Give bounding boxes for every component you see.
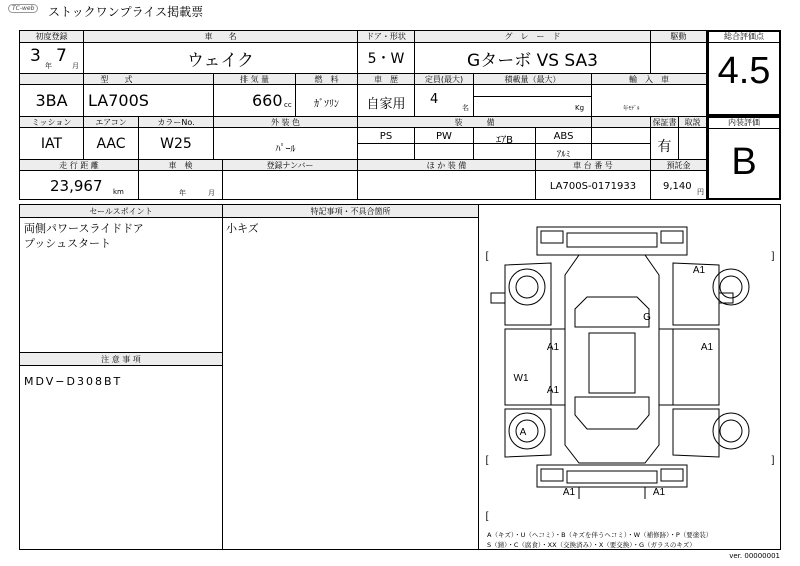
mileage-label: 走 行 距 離 <box>59 161 99 170</box>
equip-pw: PW <box>436 131 452 142</box>
equipment-label: 装 備 <box>454 118 495 127</box>
special-notes-label: 特記事項・不具合箇所 <box>310 207 391 216</box>
aircon: AAC <box>96 136 126 152</box>
mark-w1: W1 <box>513 373 529 384</box>
bracket-left-legend: [ <box>485 511 489 522</box>
chassis-label: 車 台 番 号 <box>573 161 613 170</box>
chassis-number: LA700S-0171933 <box>549 181 637 192</box>
price-label: 預託金 <box>666 161 691 170</box>
mark-a1-center: A1 <box>546 385 560 396</box>
car-name-label: 車 名 <box>204 32 237 41</box>
logo: TC-web <box>8 4 38 13</box>
caution-text: MDV−D308BT <box>24 375 123 388</box>
bracket-right-top: ] <box>771 251 775 262</box>
displacement: 660 <box>252 91 283 110</box>
import-label: 輸 入 車 <box>629 75 669 84</box>
first-reg-label: 初度登録 <box>35 32 68 41</box>
mark-a1-rear-right: A1 <box>652 487 666 498</box>
mark-a-wheel: A <box>519 427 527 438</box>
door-type: 5・W <box>367 51 405 67</box>
interior-score: B <box>731 141 757 183</box>
other-equip-label: ほ か 装 備 <box>426 161 467 170</box>
mark-a1-right: A1 <box>700 342 714 353</box>
car-name: ウェイク <box>187 51 254 71</box>
plate-label: 登録ナンバー <box>266 161 314 170</box>
bracket-left-bottom: [ <box>485 455 489 466</box>
load-label: 積載量（最大） <box>504 75 561 84</box>
equip-alloy: ｱﾙﾐ <box>556 150 571 160</box>
door-type-label: ドア・形状 <box>366 32 406 41</box>
mark-a1-rear-left: A1 <box>562 487 576 498</box>
bracket-right-bottom: ] <box>771 455 775 466</box>
bracket-left-top: [ <box>485 251 489 262</box>
warranty: 有 <box>657 139 672 155</box>
legend-line-1: A（キズ）・U（ヘコミ）・B（キズを伴うヘコミ）・W（補修跡）・P（要塗装） <box>487 531 713 539</box>
manual-label: 取説 <box>684 118 701 127</box>
sales-point-label: セールスポイント <box>89 207 153 216</box>
total-score-label: 総合評価点 <box>724 32 764 41</box>
total-score: 4.5 <box>717 50 771 92</box>
interior-score-label: 内装評価 <box>728 118 760 127</box>
mark-g: G <box>643 312 651 323</box>
mark-a1-front: A1 <box>692 265 706 276</box>
capacity: 4 <box>430 92 439 107</box>
sales-point-2: プッシュスタート <box>24 237 112 250</box>
grade-label: グ レ ー ド <box>504 32 561 41</box>
capacity-label: 定員(最大) <box>424 75 464 84</box>
caution-label: 注 意 事 項 <box>101 355 141 364</box>
damage-diagram <box>479 205 780 522</box>
aircon-label: エアコン <box>95 118 127 127</box>
color-no-label: カラーNo. <box>157 118 195 127</box>
sales-point-1: 両側パワースライドドア <box>24 222 144 235</box>
mission: IAT <box>40 136 63 152</box>
inspection-label: 車 検 <box>168 161 193 170</box>
exterior-color: ﾊﾟｰﾙ <box>275 144 296 155</box>
price: 9,140 <box>663 181 692 192</box>
model: 3BA <box>35 91 68 110</box>
fuel-label: 燃 料 <box>314 75 339 84</box>
history: 自家用 <box>366 97 406 112</box>
equip-abs: ABS <box>553 131 574 142</box>
mission-label: ミッション <box>31 118 72 127</box>
color-no: W25 <box>160 136 192 152</box>
legend-line-2: S（錆）・C（腐食）・XX（交換済み）・X（要交換）・G（ガラスのキズ） <box>487 541 696 549</box>
version: ver. 00000001 <box>729 552 780 560</box>
equip-ps: PS <box>379 131 393 142</box>
warranty-label: 保証書 <box>652 118 677 127</box>
exterior-color-label: 外 装 色 <box>270 118 301 127</box>
model-code: LA700S <box>88 91 149 110</box>
model-label: 型 式 <box>100 75 133 84</box>
reg-year: 3 <box>30 46 41 66</box>
drive-label: 駆動 <box>670 32 687 41</box>
page-title: ストックワンプライス掲載票 <box>48 5 204 19</box>
mark-a1-left: A1 <box>546 342 560 353</box>
reg-month: 7 <box>56 46 67 66</box>
displacement-label: 排 気 量 <box>239 75 270 84</box>
history-label: 車 歴 <box>374 75 398 84</box>
fuel: ｶﾞｿﾘﾝ <box>314 99 339 110</box>
grade: Gターボ VS SA3 <box>467 51 598 71</box>
mileage: 23,967 <box>50 177 103 195</box>
special-notes: 小キズ <box>226 222 259 235</box>
equip-airbag: ｴｱB <box>496 135 513 146</box>
